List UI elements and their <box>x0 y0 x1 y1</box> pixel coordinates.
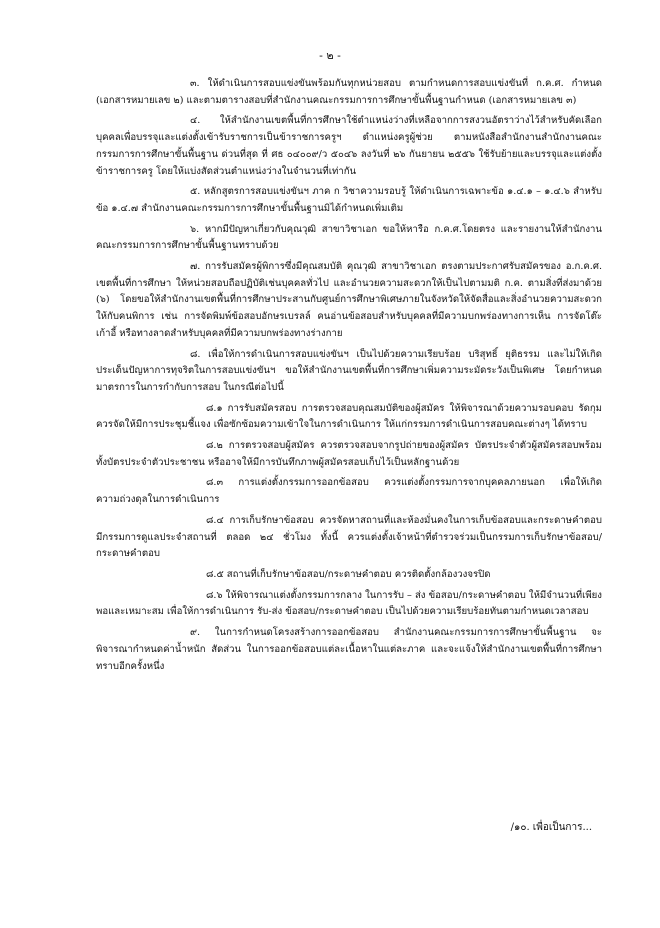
paragraph-6: ๖. หากมีปัญหาเกี่ยวกับคุณวุฒิ สาขาวิชาเอก ขอให้หารือ ก.ค.ศ.โดยตรง และรายงานให้สำนักงานคณะกรรมการการศึกษาขั้นพื้นฐานทราบด้วย <box>96 223 602 252</box>
paragraph-5: ๕. หลักสูตรการสอบแข่งขันฯ ภาค ก วิชาความรอบรู้ ให้ดำเนินการเฉพาะข้อ ๑.๔.๑ – ๑.๔.๖ สำหรับข้อ ๑.๔.๗ สำนักงานคณะกรรมการการศึกษาขั้นพื้นฐานมิได้กำหนดเพิ่มเติม <box>96 186 602 214</box>
paragraph-8: ๘. เพื่อให้การดำเนินการสอบแข่งขันฯ เป็นไปด้วยความเรียบร้อย บริสุทธิ์ ยุติธรรม และไม่ให้เกิดประเด็นปัญหาการทุจริตในการสอบแข่งขันฯ ขอให้สำนักงานเขตพื้นที่การศึกษาเพิ่มความระมัดระวังเป็นพิเศษ โดยกำหนดมาตรการในการกำกับการสอบ ในกรณีต่อไปนี้ <box>96 348 602 393</box>
paragraph-9: ๙. ในการกำหนดโครงสร้างการออกข้อสอบ สำนักงานคณะกรรมการการศึกษาขั้นพื้นฐาน จะพิจารณากำหนดค่าน้ำหนัก สัดส่วน ในการออกข้อสอบแต่ละเนื้อหาในแต่ละภาค และจะแจ้งให้สำนักงานเขตพื้นที่การศึกษาทราบอีกครั้งหนึ่ง <box>96 627 602 672</box>
paragraph-4: ๔. ให้สำนักงานเขตพื้นที่การศึกษาใช้ตำแหน่งว่างที่เหลือจากการสงวนอัตราว่างไว้สำหรับคัดเลือกบุคคลเพื่อบรรจุและแต่งตั้งเข้ารับราชการเป็นข้าราชการครูฯ ตำแหน่งครูผู้ช่วย ตามหนังสือสำนักงานสำนักงานคณะกรรมการการศึกษาขั้นพื้นฐาน ด่วนที่สุด ที่ ศธ ๐๔๐๐๙/ว ๕๐๔๖ ลงวันที่ ๒๖ กันยายน ๒๕๕๖ ใช้รับย้ายและบรรจุและแต่งตั้งข้าราชการครู โดยให้แบ่งสัดส่วนตำแหน่งว่างในจำนวนที่เท่ากัน <box>96 115 602 177</box>
page-number: - ๒ - <box>319 49 341 62</box>
paragraph-8-3: ๘.๓ การแต่งตั้งกรรมการออกข้อสอบ ควรแต่งตั้งกรรมการจากบุคคลภายนอก เพื่อให้เกิดความถ่วงดุลในการดำเนินการ <box>96 477 602 506</box>
paragraph-8-1: ๘.๑ การรับสมัครสอบ การตรวจสอบคุณสมบัติของผู้สมัคร ให้พิจารณาด้วยความรอบคอบ รัดกุม ควรจัดให้มีการประชุมชี้แจง เพื่อซักซ้อมความเข้าใจในการดำเนินการ ให้แก่กรรมการดำเนินการสอบคณะต่างๆ ได้ทราบ <box>96 402 602 431</box>
paragraph-7: ๗. การรับสมัครผู้พิการซึ่งมีคุณสมบัติ คุณวุฒิ สาขาวิชาเอก ตรงตามประกาศรับสมัครของ อ.ก.ค.ศ. เขตพื้นที่การศึกษา ให้หน่วยสอบถือปฏิบัติเช่นบุคคลทั่วไป และอำนวยความสะดวกให้เป็นไปตามมติ ก.ค. ตามสิ่งที่ส่งมาด้วย (๖) โดยขอให้สำนักงานเขตพื้นที่การศึกษาประสานกับศูนย์การศึกษาพิเศษภายในจังหวัดให้จัดสื่อและสิ่งอำนวยความสะดวกให้กับคนพิการ เช่น การจัดพิมพ์ข้อสอบอักษรเบรลล์ คนอ่านข้อสอบสำหรับบุคคลที่มีความบกพร่องทางการเห็น การจัดโต๊ะ เก้าอี้ หรือทางลาดสำหรับบุคคลที่มีความบกพร่องทางร่างกาย <box>96 261 602 339</box>
paragraph-8-4: ๘.๔ การเก็บรักษาข้อสอบ ควรจัดหาสถานที่และห้องมั่นคงในการเก็บข้อสอบและกระดาษคำตอบ มีกรรมการดูแลประจำสถานที่ ตลอด ๒๔ ชั่วโมง ทั้งนี้ ควรแต่งตั้งเจ้าหน้าที่ตำรวจร่วมเป็นกรรมการเก็บรักษาข้อสอบ/กระดาษคำตอบ <box>96 514 602 560</box>
paragraph-3: ๓. ให้ดำเนินการสอบแข่งขันพร้อมกันทุกหน่วยสอบ ตามกำหนดการสอบแข่งขันที่ ก.ค.ศ. กำหนด (เอกสารหมายเลข ๒) และตามตารางสอบที่สำนักงานคณะกรรมการการศึกษาขั้นพื้นฐานกำหนด (เอกสารหมายเลข ๓) <box>96 78 602 106</box>
paragraph-8-5: ๘.๕ สถานที่เก็บรักษาข้อสอบ/กระดาษคำตอบ ควรติดตั้งกล้องวงจรปิด <box>206 568 491 580</box>
paragraph-8-6: ๘.๖ ให้พิจารณาแต่งตั้งกรรมการกลาง ในการรับ – ส่ง ข้อสอบ/กระดาษคำตอบ ให้มีจำนวนที่เพียงพอและเหมาะสม เพื่อให้การดำเนินการ รับ-ส่ง ข้อสอบ/กระดาษคำตอบ เป็นไปด้วยความเรียบร้อยทันตามกำหนดเวลาสอบ <box>96 589 602 618</box>
paragraph-8-2: ๘.๒ การตรวจสอบผู้สมัคร ควรตรวจสอบจากรูปถ่ายของผู้สมัคร บัตรประจำตัวผู้สมัครสอบพร้อมทั้งบัตรประจำตัวประชาชน หรืออาจให้มีการบันทึกภาพผู้สมัครสอบเก็บไว้เป็นหลักฐานด้วย <box>96 440 602 468</box>
document-body <box>96 76 602 679</box>
continuation-note: /๑๐. เพื่อเป็นการ... <box>510 822 592 833</box>
